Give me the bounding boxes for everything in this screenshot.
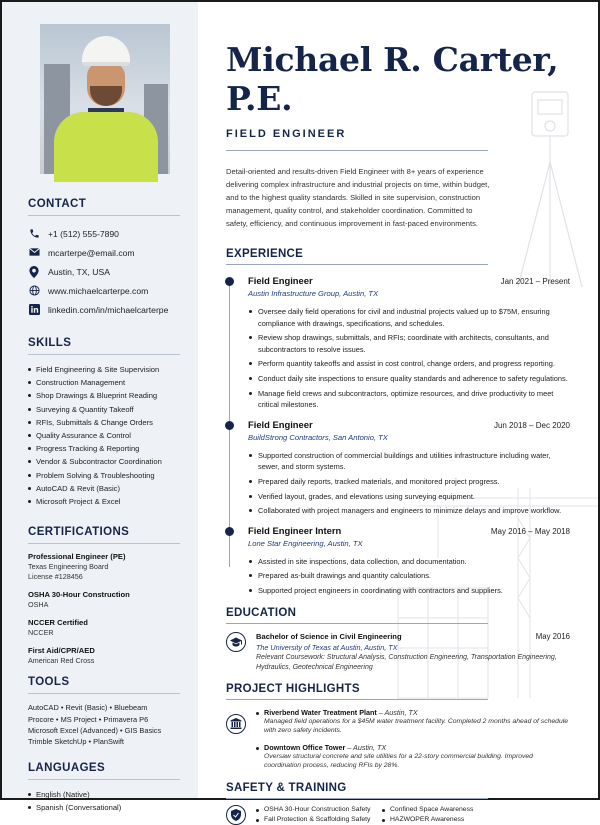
tools-section [28,676,180,748]
tools-line: Procore • MS Project • Primavera P6 [28,714,149,724]
degree: Bachelor of Science in Civil Engineering [256,631,402,641]
list-item: OSHA 30-Hour Construction Safety [256,806,382,813]
job-title: Field Engineer Intern [248,524,342,536]
phone-icon [28,228,40,240]
skills-section [28,337,180,508]
cert-item [28,552,180,582]
list-item: Vendor & Subcontractor Coordination [28,455,180,468]
list-item: Fall Protection & Scaffolding Safety [256,816,382,823]
cert-detail: American Red Cross [28,656,95,666]
list-item: Collaborated with project managers and engineers to minimize delays and improve workflow. [248,505,570,517]
contact-email[interactable] [28,243,180,262]
certifications-heading: CERTIFICATIONS [28,526,180,544]
timeline-dot [225,277,234,286]
job-entry [226,275,570,411]
list-item: Construction Management [28,376,180,389]
list-item: Assisted in site inspections, data collection, and documentation. [248,556,570,568]
job-role: FIELD ENGINEER [226,128,347,140]
cert-detail: Texas Engineering Board [28,562,109,572]
list-item: Problem Solving & Troubleshooting [28,469,180,482]
school: The University of Texas at Austin, Austin, TX [256,642,398,652]
list-item: Surveying & Quantity Takeoff [28,403,180,416]
contact-heading: CONTACT [28,198,180,216]
coursework: Relevant Coursework: Structural Analysis, Construction Engineering, Transportation Engineering, Hydraulics, Geotechnical Engineering [256,653,557,671]
list-item: RFIs, Submittals & Change Orders [28,416,180,429]
list-item: Supported construction of commercial buildings and utilities infrastructure including water, sewer, and storm systems. [248,450,570,473]
list-item: Progress Tracking & Reporting [28,442,180,455]
list-item: Perform quantity takeoffs and assist in cost control, change orders, and progress reporting. [248,358,570,370]
list-item: Microsoft Project & Excel [28,495,180,508]
contact-location [28,262,180,281]
project-location: – Austin, TX [347,742,387,752]
contact-section [28,198,180,319]
list-item: Confined Space Awareness [382,806,512,813]
skills-heading: SKILLS [28,337,180,355]
safety-heading: SAFETY & TRAINING [226,781,347,794]
project-location: – Austin, TX [378,707,418,717]
safety-section [226,805,570,825]
location-icon [28,266,40,278]
certifications-section [28,526,180,666]
job-entry [226,525,570,597]
cert-detail: NCCER [28,628,54,638]
list-item: Shop Drawings & Blueprint Reading [28,389,180,402]
cert-name: Professional Engineer (PE) [28,552,126,562]
tools-line: Trimble SketchUp • PlanSwift [28,737,124,747]
experience-heading: EXPERIENCE [226,248,304,260]
job-title: Field Engineer [248,418,313,430]
globe-icon [28,285,40,297]
divider [226,150,488,151]
project-name: Downtown Office Tower [264,742,346,752]
list-item: Conduct daily site inspections to ensure quality standards and adherence to safety regulations. [248,373,570,385]
linkedin-icon [28,304,40,316]
job-bullets [248,556,570,597]
projects-heading: PROJECT HIGHLIGHTS [226,682,360,695]
divider [226,699,488,700]
safety-list [256,806,512,823]
experience-timeline [226,275,570,597]
cert-name: First Aid/CPR/AED [28,646,95,656]
list-item: Review shop drawings, submittals, and RFIs; coordinate with architects, consultants, and subcontractors to resolve issues. [248,332,570,355]
job-date: Jun 2018 – Dec 2020 [493,420,570,430]
project-name: Riverbend Water Treatment Plant [264,707,377,717]
contact-phone[interactable] [28,224,180,243]
job-company: Austin Infrastructure Group, Austin, TX [248,289,379,298]
education-heading: EDUCATION [226,606,297,619]
job-bullets [248,450,570,517]
profile-photo [40,24,170,174]
job-entry [226,419,570,517]
contact-location-text: Austin, TX, USA [48,266,110,277]
list-item: Oversee daily field operations for civil and industrial projects valued up to $75M, ensuring compliance with drawings, specifications, and schedules. [248,306,570,329]
timeline-dot [225,421,234,430]
list-item: AutoCAD & Revit (Basic) [28,482,180,495]
project-item [256,743,570,771]
project-item [256,708,570,736]
contact-linkedin[interactable] [28,300,180,319]
job-title: Field Engineer [248,275,313,286]
languages-heading: LANGUAGES [28,762,180,780]
email-icon [28,247,40,259]
divider [226,798,488,799]
languages-list [28,788,180,814]
tools-heading: TOOLS [28,676,180,694]
education-entry [226,632,570,673]
job-company: Lone Star Engineering, Austin, TX [248,538,363,548]
list-item: HAZWOPER Awareness [382,816,512,823]
list-item: Supported project engineers in coordinating with contractors and suppliers. [248,585,570,597]
languages-section [28,762,180,814]
cert-detail: License #128456 [28,572,83,582]
contact-website-text: www.michaelcarterpe.com [48,285,149,296]
list-item: Verified layout, grades, and elevations using surveying equipment. [248,491,570,503]
contact-website[interactable] [28,281,180,300]
cert-item [28,618,180,638]
cert-item [28,590,180,610]
timeline-dot [225,527,234,536]
list-item: Quality Assurance & Control [28,429,180,442]
tools-line: Microsoft Excel (Advanced) • GIS Basics [28,726,162,736]
skills-list [28,363,180,508]
summary-text: Detail-oriented and results-driven Field Engineer with 8+ years of experience delivering complex infrastructure and industrial projects on time, within budget, and to the highest quality standards. Skilled in site supervision, construction management, quality control, and stakeholder coordination. Committed to safety, efficiency, and continuous improvement in fast-paced environments. [226,167,490,228]
building-icon [226,714,246,734]
sidebar [2,2,198,812]
contact-phone-text: +1 (512) 555-7890 [48,228,119,239]
list-item: Manage field crews and subcontractors, optimize resources, and drive productivity to meet critical milestones. [248,388,570,411]
contact-linkedin-text: linkedin.com/in/michaelcarterpe [48,304,169,315]
cert-item [28,646,180,666]
project-description: Oversaw structural concrete and site utilities for a 22-story commercial building. Improved coordination process, reducing RFIs by 28%. [264,752,533,770]
tools-line: AutoCAD • Revit (Basic) • Bluebeam [28,703,148,713]
cert-detail: OSHA [28,600,49,610]
list-item: Prepared as-built drawings and quantity calculations. [248,570,570,582]
job-bullets [248,306,570,411]
project-description: Managed field operations for a $45M water treatment facility. Completed 2 months ahead of schedule with zero safety incidents. [264,717,569,735]
divider [226,623,488,624]
list-item: Spanish (Conversational) [28,801,180,814]
cert-name: OSHA 30-Hour Construction [28,590,130,600]
divider [226,264,488,265]
list-item: Field Engineering & Site Supervision [28,363,180,376]
main-content [198,2,598,824]
education-date: May 2016 [535,631,570,641]
graduation-cap-icon [226,632,246,652]
job-date: Jan 2021 – Present [500,277,570,286]
candidate-name: Michael R. Carter, P.E. [226,40,559,118]
contact-email-text: mcarterpe@email.com [48,247,135,258]
job-date: May 2016 – May 2018 [490,526,570,536]
job-company: BuildStrong Contractors, San Antonio, TX [248,432,388,442]
shield-icon [226,805,246,825]
list-item: Prepared daily reports, tracked materials, and monitored project progress. [248,476,570,488]
list-item: English (Native) [28,788,180,801]
projects-section [226,708,570,778]
cert-name: NCCER Certified [28,618,88,628]
